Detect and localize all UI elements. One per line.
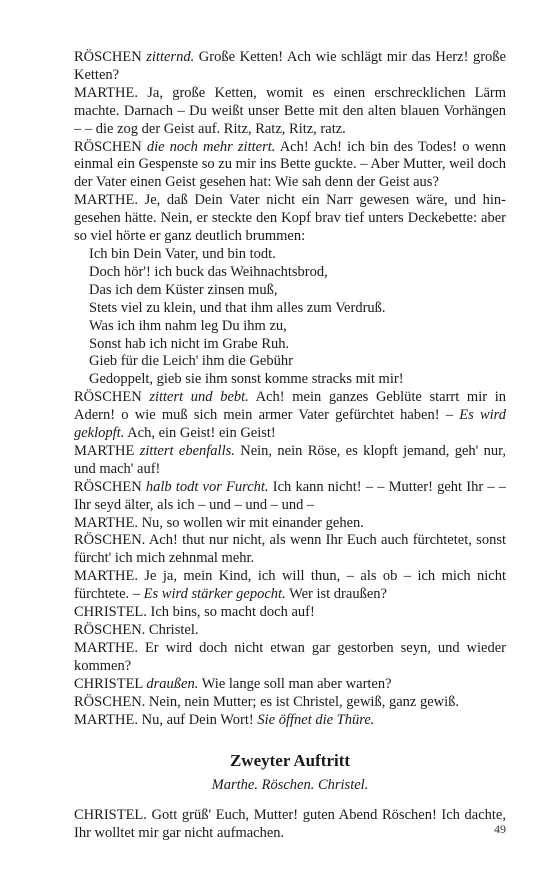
speech-marthe-3: MARTHE zittert ebenfalls. Nein, nein Röse, es klopft jemand, geh' nur, und mach' auf! xyxy=(74,442,507,477)
page-text xyxy=(74,49,506,843)
verse-line: Ich bin Dein Vater, und bin todt. xyxy=(89,245,276,262)
scene-heading: Zweyter Auftritt xyxy=(229,751,351,771)
verse-line: Das ich dem Küster zinsen muß, xyxy=(89,281,278,298)
speech-roeschen-5: RÖSCHEN. Ach! thut nur nicht, als wenn Ihr Euch auch fürchtetet, sonst fürcht' ich mich zehnmal mehr. xyxy=(74,532,506,567)
ghost-verse xyxy=(74,246,506,389)
verse-line: Stets viel zu klein, und that ihm alles zum Verdruß. xyxy=(89,299,386,316)
stage-direction: zittert und bebt. xyxy=(149,389,249,406)
speech-roeschen-4: RÖSCHEN halb todt vor Furcht. Ich kann nicht! – – Mutter! geht Ihr – – Ihr seyd älter, als ich – und – und – und – xyxy=(74,478,506,513)
stage-direction: draußen. xyxy=(146,675,199,692)
speech-marthe-7: MARTHE. Nu, auf Dein Wort! Sie öffnet die Thüre. xyxy=(74,711,375,728)
speech-marthe-6: MARTHE. Er wird doch nicht etwan gar gestorben seyn, und wieder kommen? xyxy=(74,639,506,674)
speech-roeschen-1: RÖSCHEN zitternd. Große Ketten! Ach wie schlägt mir das Herz! große Ketten? xyxy=(74,49,506,83)
page-number: 49 xyxy=(494,822,506,836)
stage-direction: Sie öffnet die Thüre. xyxy=(257,711,375,728)
stage-direction: Es wird geklopft. xyxy=(74,407,506,442)
verse-line: Sonst hab ich nicht im Grabe Ruh. xyxy=(89,335,290,352)
speech-marthe-1: MARTHE. Ja, große Ketten, womit es einen erschrecklichen Lärm machte. Darnach – Du weißt unser Bette mit den alten blauen Vorhängen – – die zog der Geist auf. Ritz, Ratz, Ritz, ratz. xyxy=(74,84,506,137)
verse-line: Gedoppelt, gieb sie ihm sonst komme stracks mit mir! xyxy=(89,371,404,388)
verse-line: Was ich ihm nahm leg Du ihm zu, xyxy=(89,317,287,334)
scene-cast: Marthe. Röschen. Christel. xyxy=(211,777,369,794)
verse-line: Gieb für die Leich' ihm die Gebühr xyxy=(89,353,293,370)
speech-christel-2: CHRISTEL draußen. Wie lange soll man aber warten? xyxy=(74,675,392,692)
speech-christel-3: CHRISTEL. Gott grüß' Euch, Mutter! guten Abend Röschen! Ich dachte, Ihr wolltet mir gar nicht aufmachen. xyxy=(74,807,506,842)
speech-marthe-4: MARTHE. Nu, so wollen wir mit einander gehen. xyxy=(74,514,364,531)
stage-direction: zitternd. xyxy=(146,49,195,65)
speech-christel-1: CHRISTEL. Ich bins, so macht doch auf! xyxy=(74,604,315,621)
verse-line: Doch hör'! ich buck das Weihnachtsbrod, xyxy=(89,263,328,280)
stage-direction: zittert ebenfalls. xyxy=(139,442,235,459)
speech-marthe-2: MARTHE. Je, daß Dein Vater nicht ein Narr gewesen wäre, und hingesehen hätte. Nein, er steckte den Kopf brav tief unters Deckebette: aber so viel hörte er ganz deutlich brummen: xyxy=(74,192,506,245)
stage-direction: die noch mehr zittert. xyxy=(146,138,276,155)
speech-marthe-5: MARTHE. Je ja, mein Kind, ich will thun, – als ob – ich mich nicht fürchtete. – Es wird stärker gepocht. Wer ist draußen? xyxy=(74,568,506,603)
spacer xyxy=(74,795,506,807)
speech-roeschen-6: RÖSCHEN. Christel. xyxy=(74,622,199,638)
speech-roeschen-7: RÖSCHEN. Nein, nein Mutter; es ist Christel, gewiß, ganz gewiß. xyxy=(74,693,460,710)
stage-direction: halb todt vor Furcht. xyxy=(145,478,269,495)
speech-roeschen-2: RÖSCHEN die noch mehr zittert. Ach! Ach! ich bin des Todes! o wenn einmal ein Gespenste so zu mir ins Bette guckte. – Aber Mutter, weil doch der Vater einen Geist gesehen hat: Wie sah denn der Geist aus? xyxy=(74,138,506,191)
speech-roeschen-3: RÖSCHEN zittert und bebt. Ach! mein ganzes Geblüte starrt mir in Adern! o wie muß sich mein armer Vater gefürchtet haben! – Es wird geklopft. Ach, ein Geist! ein Geist! xyxy=(74,389,506,442)
stage-direction: Es wird stärker gepocht. xyxy=(143,586,286,603)
